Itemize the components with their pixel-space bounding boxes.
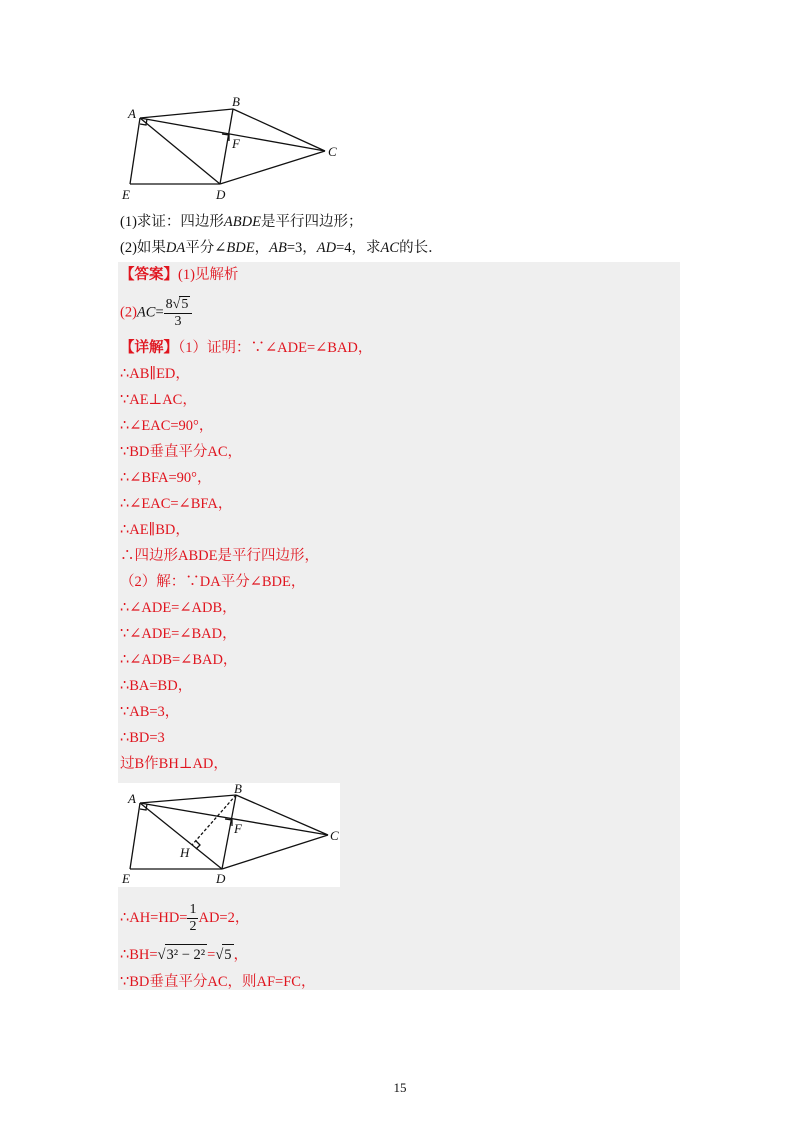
solution-line-5: ∴∠BFA=90°， [120,470,212,486]
answer-part-2: (2)AC= $\frac{8√5}{3}$ [120,296,192,330]
page-number: 15 [393,1080,407,1095]
solution-line-6: ∴∠EAC=∠BFA， [120,496,233,512]
solution-line-16: 过B作BH⊥AD， [120,756,228,772]
solution-line-11: ∵∠ADE=∠BAD， [120,626,237,642]
label-E: E [122,187,130,202]
half-fraction: $\frac{1}{2}$ [189,902,197,934]
solution-line-10: ∴∠ADE=∠ADB， [120,600,237,616]
label-F: F [234,821,242,836]
label-B: B [232,96,240,109]
question-part-2: (2)如果DA平分∠BDE，AB=3，AD=4，求AC的长． [120,240,443,256]
solution-line-15: ∴BD=3 [120,730,165,746]
solution-line-1: ∴AB∥ED， [120,366,190,382]
label-A: A [128,791,136,806]
label-A: A [128,106,136,121]
label-C: C [330,828,339,843]
answer-part-1: 【答案】(1)见解析 [120,267,239,283]
label-E: E [122,871,130,886]
label-B: B [234,783,242,796]
solution-line-last: ∵BD垂直平分AC，则AF=FC， [120,974,316,990]
solution-line-0: 【详解】（1）证明：∵∠ADE=∠BAD， [120,340,373,356]
label-D: D [216,871,226,886]
solution-line-7: ∴AE∥BD， [120,522,190,538]
solution-line-4: ∵BD垂直平分AC， [120,444,243,460]
solution-line-8: ∴四边形ABDE是平行四边形， [120,548,319,564]
label-H: H [180,845,190,860]
solution-line-12: ∴∠ADB=∠BAD， [120,652,238,668]
solution-line-3: ∴∠EAC=90°， [120,418,214,434]
solution-line-2: ∵AE⊥AC， [120,392,197,408]
solution-line-14: ∵AB=3， [120,704,180,720]
solution-line-bh: ∴BH=√3² − 2² =√5 ， [120,944,248,965]
question-part-1: (1)求证：四边形ABDE是平行四边形； [120,214,363,230]
geometry-figure-1 [118,96,348,206]
solution-line-ah: ∴AH=HD= $\frac{1}{2}$ AD=2， [120,902,250,934]
label-C: C [328,144,337,159]
geometry-figure-2 [118,783,340,887]
answer-fraction: $\frac{8√5}{3}$ [164,296,193,330]
solution-line-13: ∴BA=BD， [120,678,193,694]
label-D: D [216,187,226,202]
label-F: F [232,136,240,151]
solution-line-9: （2）解：∵DA平分∠BDE， [120,574,306,590]
